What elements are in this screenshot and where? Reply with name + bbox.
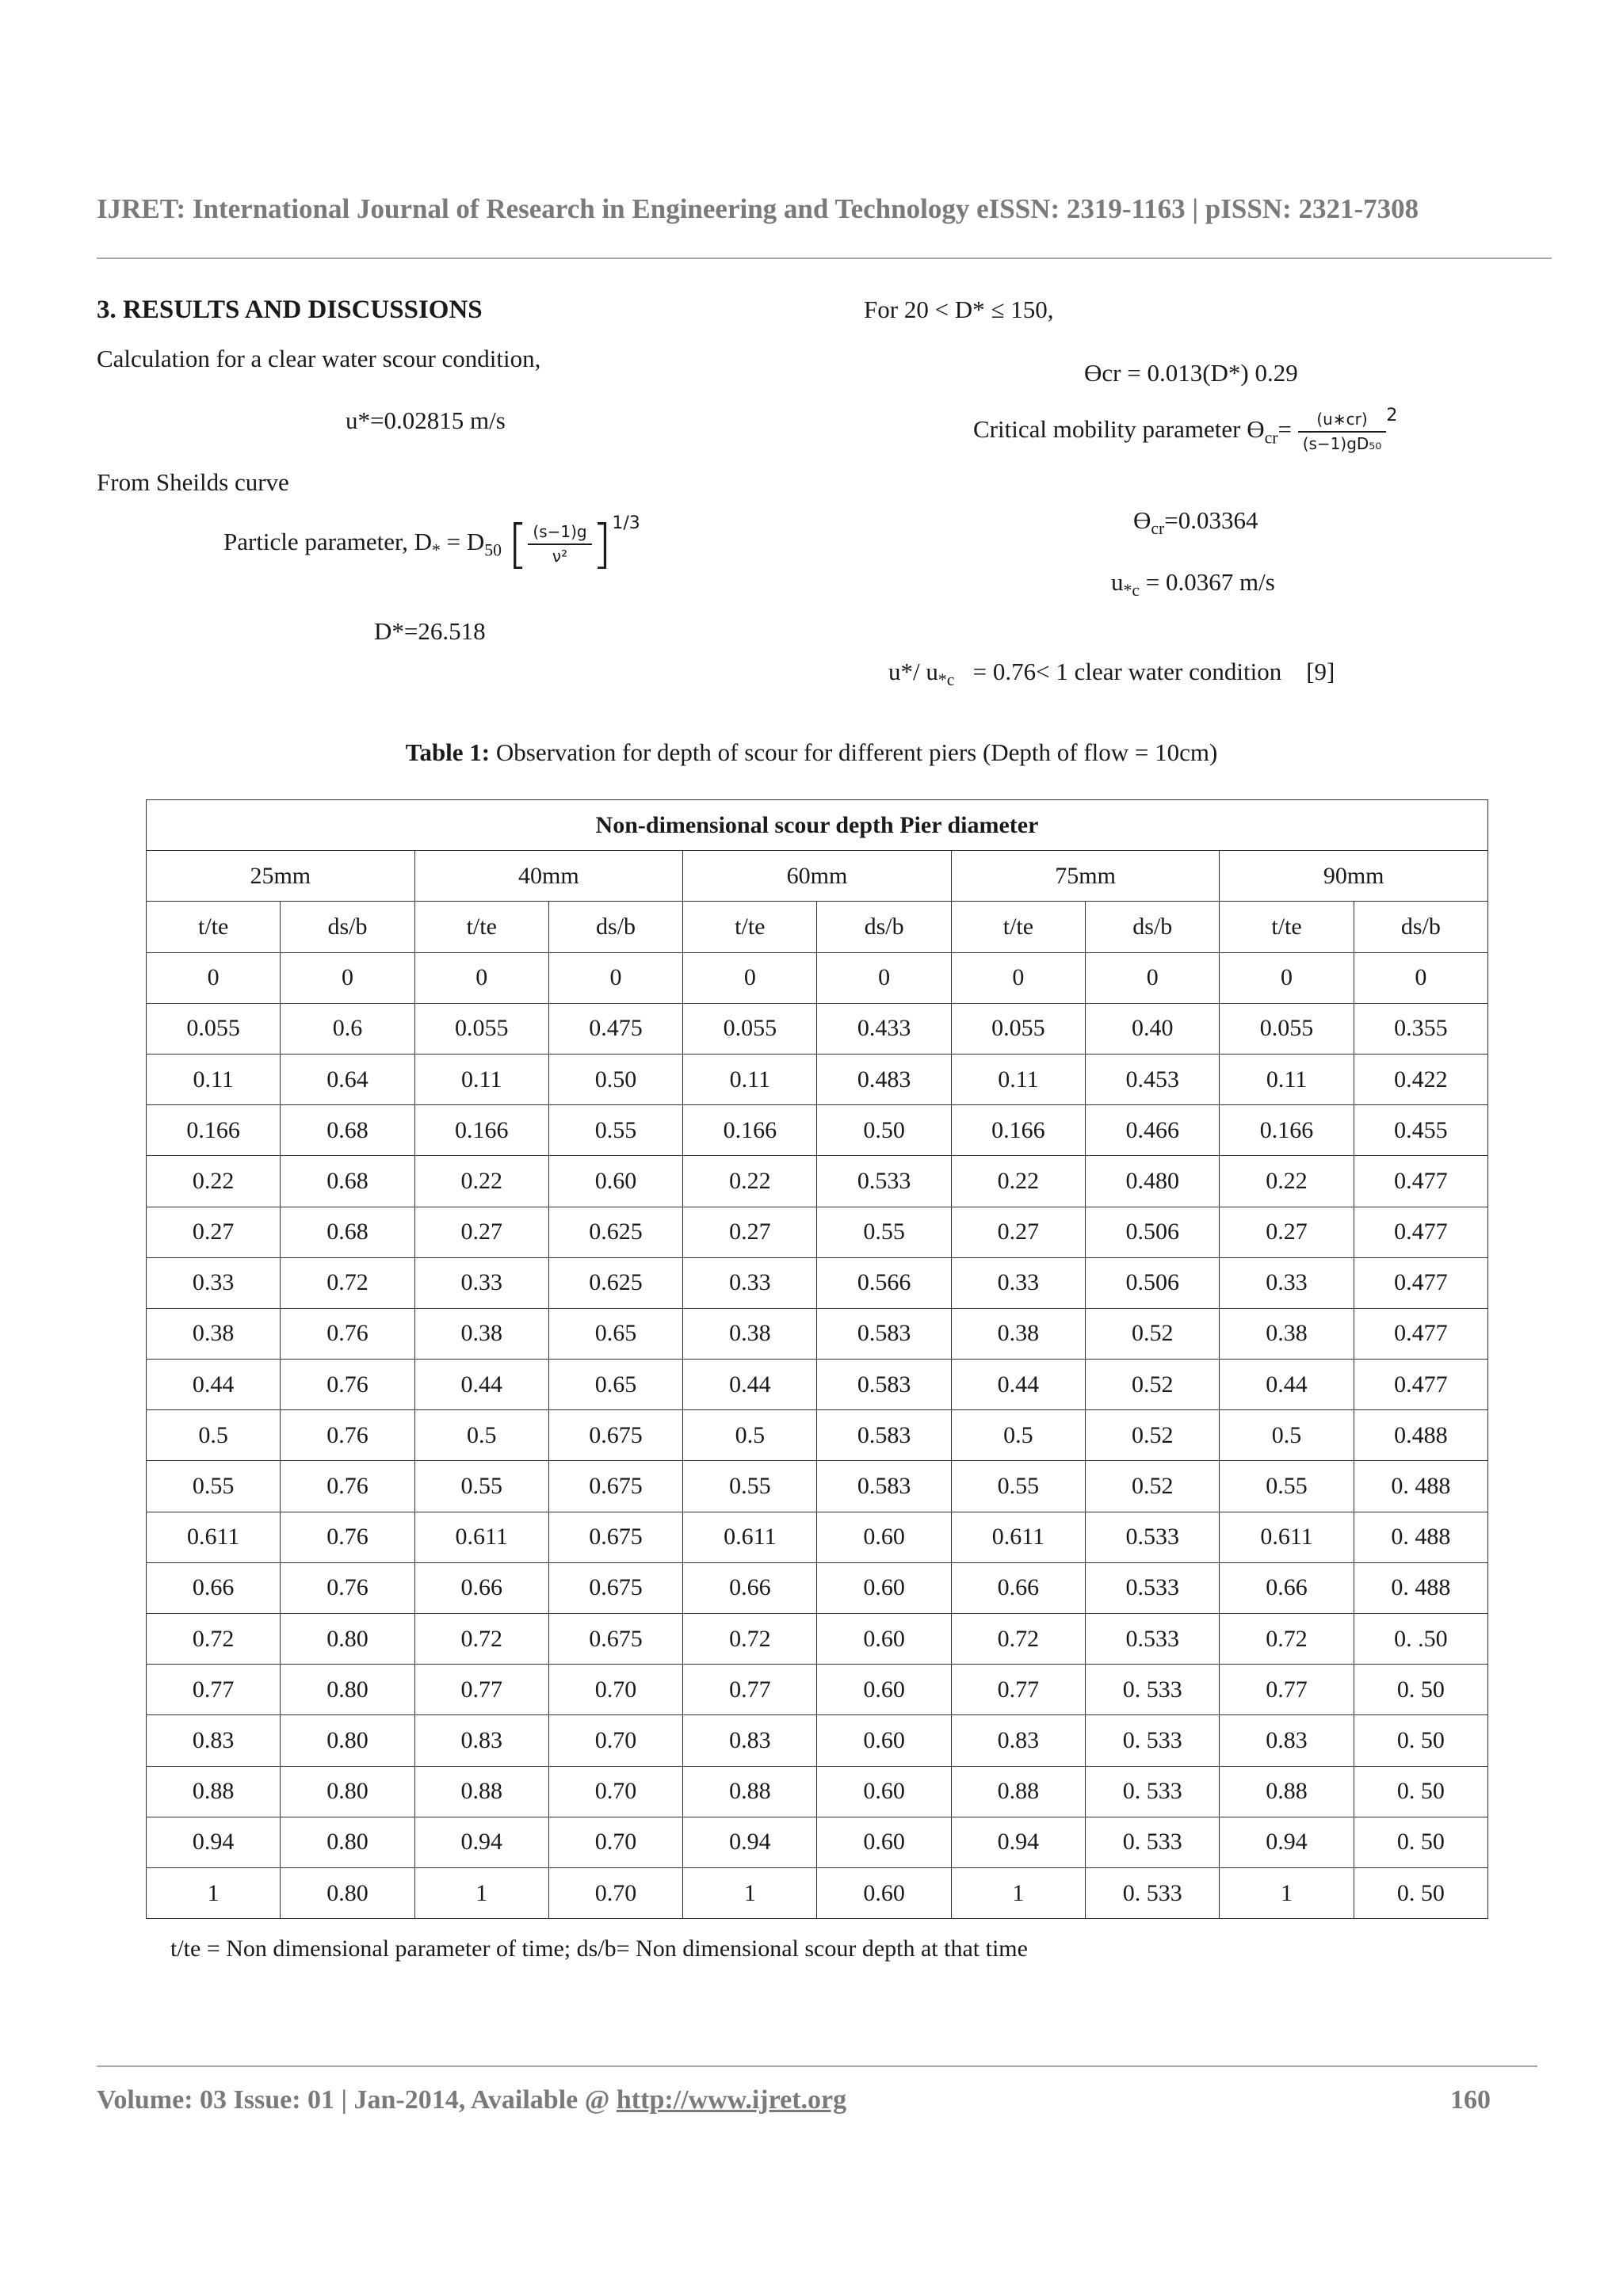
journal-header: IJRET: International Journal of Research in Engineering and Technology eISSN: 2319-1163 | pISSN: 2321-7308 [97, 193, 1419, 224]
table-cell: 0.44 [1220, 1360, 1354, 1410]
table-cell: 0.55 [683, 1461, 817, 1512]
footer-divider [97, 2065, 1537, 2067]
table-cell: 0.52 [1086, 1360, 1220, 1410]
table-row [147, 1461, 1488, 1512]
table-cell: 0.60 [817, 1715, 951, 1766]
particle-exponent: 1/3 [612, 513, 640, 533]
table-cell: 0.422 [1354, 1054, 1487, 1104]
table-cell: 0.50 [548, 1054, 682, 1104]
table-cell: 0.70 [548, 1715, 682, 1766]
scour-depth-table [146, 799, 1488, 1919]
table-cell: 0. 50 [1354, 1766, 1487, 1817]
table-cell: 0.433 [817, 1003, 951, 1054]
table-cell: 0.33 [951, 1257, 1085, 1308]
table-cell: 0.675 [548, 1562, 682, 1613]
table-cell: 0.76 [281, 1461, 414, 1512]
table-row [147, 1360, 1488, 1410]
table-cell: 0.166 [951, 1105, 1085, 1156]
table-cell: 0.72 [414, 1614, 548, 1665]
table-cell: 0.475 [548, 1003, 682, 1054]
table-cell: 0.94 [1220, 1817, 1354, 1867]
ratio-text: = 0.76< 1 clear water condition [9] [954, 658, 1335, 686]
column-subheader: t/te [951, 902, 1085, 952]
table-cell: 0.40 [1086, 1003, 1220, 1054]
table-cell: 0.166 [414, 1105, 548, 1156]
table-cell: 0.60 [817, 1614, 951, 1665]
table-cell: 0.65 [548, 1308, 682, 1359]
table-cell: 0.477 [1354, 1156, 1487, 1207]
table-cell: 0.83 [951, 1715, 1085, 1766]
ratio-symbol: u*/ u [888, 658, 938, 686]
table-row [147, 1715, 1488, 1766]
table-cell: 0.583 [817, 1360, 951, 1410]
table-cell: 0.33 [683, 1257, 817, 1308]
table-cell: 0.488 [1354, 1410, 1487, 1461]
diameter-header: 40mm [414, 851, 683, 902]
table-cell: 0.611 [951, 1512, 1085, 1562]
table-cell: 0.5 [414, 1410, 548, 1461]
table-row [147, 1817, 1488, 1867]
table-cell: 0.83 [147, 1715, 281, 1766]
table-cell: 0.70 [548, 1867, 682, 1918]
journal-link[interactable]: http://www.ijret.org [616, 2085, 847, 2115]
table-cell: 0.11 [951, 1054, 1085, 1104]
table-cell: 0.055 [414, 1003, 548, 1054]
theta-equation: Ɵcr = 0.013(D*) 0.29 [1084, 359, 1298, 387]
table-cell: 0. 533 [1086, 1817, 1220, 1867]
ustar-equation: u*=0.02815 m/s [346, 406, 506, 434]
footer-volume: Volume: 03 Issue: 01 | Jan-2014, Available @ [97, 2085, 617, 2115]
table-cell: 1 [951, 1867, 1085, 1918]
table-cell: 0.60 [817, 1817, 951, 1867]
table-cell: 0.66 [683, 1562, 817, 1613]
particle-sub: 50 [484, 540, 502, 560]
table-cell: 0.94 [683, 1817, 817, 1867]
table-cell: 0.355 [1354, 1003, 1487, 1054]
table-cell: 0.38 [1220, 1308, 1354, 1359]
table-cell: 1 [414, 1867, 548, 1918]
table-row [147, 1512, 1488, 1562]
table-cell: 0.675 [548, 1461, 682, 1512]
table-cell: 0.52 [1086, 1308, 1220, 1359]
table-cell: 0.22 [414, 1156, 548, 1207]
column-subheader: ds/b [1086, 902, 1220, 952]
table-caption-label: Table 1: [405, 738, 491, 766]
table-cell: 0.483 [817, 1054, 951, 1104]
table-cell: 0.77 [951, 1665, 1085, 1715]
table-cell: 0.60 [817, 1766, 951, 1817]
dstar-value: D*=26.518 [374, 617, 486, 645]
table-cell: 0.72 [281, 1257, 414, 1308]
table-cell: 0.88 [414, 1766, 548, 1817]
footer-info [97, 2085, 846, 2115]
table-cell: 0. 50 [1354, 1817, 1487, 1867]
table-cell: 0.66 [1220, 1562, 1354, 1613]
mobility-numerator: (u∗cr) [1298, 410, 1387, 433]
table-cell: 0.27 [951, 1207, 1085, 1257]
table-cell: 0.477 [1354, 1207, 1487, 1257]
table-cell: 0.455 [1354, 1105, 1487, 1156]
table-cell: 0 [281, 952, 414, 1003]
table-cell: 0.94 [414, 1817, 548, 1867]
table-cell: 0.52 [1086, 1410, 1220, 1461]
uc-number: = 0.0367 m/s [1139, 568, 1275, 596]
table-cell: 0.76 [281, 1308, 414, 1359]
table-cell: 0.33 [414, 1257, 548, 1308]
table-cell: 0.60 [817, 1867, 951, 1918]
table-body [147, 952, 1488, 1919]
table-cell: 0.88 [147, 1766, 281, 1817]
table-cell: 0.5 [147, 1410, 281, 1461]
table-cell: 0. 488 [1354, 1562, 1487, 1613]
table-cell: 0.466 [1086, 1105, 1220, 1156]
table-cell: 0.44 [683, 1360, 817, 1410]
table-cell: 0.60 [817, 1665, 951, 1715]
table-cell: 0.80 [281, 1817, 414, 1867]
table-cell: 0.625 [548, 1257, 682, 1308]
table-cell: 0.566 [817, 1257, 951, 1308]
table-cell: 0.77 [147, 1665, 281, 1715]
table-cell: 0.166 [683, 1105, 817, 1156]
table-cell: 0.66 [951, 1562, 1085, 1613]
table-cell: 1 [147, 1867, 281, 1918]
table-cell: 0.55 [817, 1207, 951, 1257]
table-cell: 0. 533 [1086, 1766, 1220, 1817]
table-cell: 0.11 [414, 1054, 548, 1104]
table-cell: 0 [414, 952, 548, 1003]
table-cell: 0. 488 [1354, 1461, 1487, 1512]
table-cell: 0.72 [951, 1614, 1085, 1665]
table-cell: 0.52 [1086, 1461, 1220, 1512]
page-number: 160 [1450, 2085, 1491, 2115]
table-cell: 0.60 [548, 1156, 682, 1207]
right-bracket: ] [591, 513, 613, 574]
table-cell: 0.76 [281, 1512, 414, 1562]
range-text: For 20 < D* ≤ 150, [864, 296, 1054, 323]
table-cell: 0.27 [414, 1207, 548, 1257]
table-row [147, 952, 1488, 1003]
table-cell: 0.64 [281, 1054, 414, 1104]
table-cell: 0.83 [414, 1715, 548, 1766]
table-cell: 0.80 [281, 1665, 414, 1715]
table-cell: 0.44 [951, 1360, 1085, 1410]
table-cell: 0.611 [147, 1512, 281, 1562]
table-cell: 0.68 [281, 1207, 414, 1257]
table-cell: 0 [951, 952, 1085, 1003]
table-cell: 0.60 [817, 1512, 951, 1562]
table-cell: 0.44 [414, 1360, 548, 1410]
table-cell: 0.11 [147, 1054, 281, 1104]
particle-label: Particle parameter, D [223, 528, 432, 556]
table-cell: 0.611 [414, 1512, 548, 1562]
table-cell: 0.055 [951, 1003, 1085, 1054]
table-caption [0, 738, 1623, 767]
particle-numerator: (s−1)g [528, 523, 591, 545]
table-cell: 0.533 [1086, 1512, 1220, 1562]
section-heading: 3. RESULTS AND DISCUSSIONS [97, 296, 483, 324]
diameter-header: 60mm [683, 851, 952, 902]
table-cell: 0.88 [1220, 1766, 1354, 1817]
uc-symbol: u [1111, 568, 1124, 596]
mobility-exponent: 2 [1386, 406, 1398, 425]
table-cell: 0.55 [414, 1461, 548, 1512]
diameter-header: 90mm [1220, 851, 1488, 902]
table-cell: 0.88 [683, 1766, 817, 1817]
mobility-eq: = [1277, 415, 1292, 444]
table-cell: 0.38 [951, 1308, 1085, 1359]
table-cell: 0.68 [281, 1105, 414, 1156]
column-subheader: t/te [1220, 902, 1354, 952]
table-cell: 0.22 [683, 1156, 817, 1207]
table-cell: 1 [1220, 1867, 1354, 1918]
table-title: Non-dimensional scour depth Pier diameter [147, 800, 1488, 851]
table-cell: 0.055 [1220, 1003, 1354, 1054]
table-cell: 0 [147, 952, 281, 1003]
table-cell: 0.38 [147, 1308, 281, 1359]
diameter-row [147, 851, 1488, 902]
column-subheader: t/te [414, 902, 548, 952]
table-cell: 0.44 [147, 1360, 281, 1410]
table-cell: 0.27 [147, 1207, 281, 1257]
table-footnote: t/te = Non dimensional parameter of time; ds/b= Non dimensional scour depth at that time [170, 1936, 1028, 1962]
table-cell: 0 [1354, 952, 1487, 1003]
table-cell: 0.50 [817, 1105, 951, 1156]
table-caption-text: Observation for depth of scour for different piers (Depth of flow = 10cm) [490, 738, 1218, 766]
table-cell: 0.77 [1220, 1665, 1354, 1715]
table-cell: 0 [817, 952, 951, 1003]
table-cell: 0.72 [1220, 1614, 1354, 1665]
table-cell: 0.11 [683, 1054, 817, 1104]
particle-parameter-equation [223, 513, 640, 574]
table-cell: 0.83 [1220, 1715, 1354, 1766]
table-row [147, 1766, 1488, 1817]
table-cell: 0.5 [951, 1410, 1085, 1461]
table-cell: 0.88 [951, 1766, 1085, 1817]
table-cell: 0.675 [548, 1410, 682, 1461]
table-row [147, 1867, 1488, 1918]
table-cell: 0.27 [683, 1207, 817, 1257]
table-cell: 0.33 [1220, 1257, 1354, 1308]
table-cell: 0.22 [951, 1156, 1085, 1207]
table-cell: 0.5 [1220, 1410, 1354, 1461]
table-cell: 0.055 [147, 1003, 281, 1054]
particle-eq: = D [440, 528, 485, 556]
table-cell: 0.70 [548, 1665, 682, 1715]
mobility-denominator: (s−1)gD₅₀ [1302, 434, 1382, 453]
theta-number: =0.03364 [1164, 506, 1258, 534]
table-cell: 0 [683, 952, 817, 1003]
table-cell: 0. .50 [1354, 1614, 1487, 1665]
table-cell: 0.55 [951, 1461, 1085, 1512]
table-cell: 0.055 [683, 1003, 817, 1054]
theta-symbol: Ɵ [1133, 506, 1151, 534]
table-cell: 0.27 [1220, 1207, 1354, 1257]
table-title-row [147, 800, 1488, 851]
mobility-equation [973, 406, 1398, 453]
table-cell: 0.76 [281, 1410, 414, 1461]
table-cell: 0.166 [1220, 1105, 1354, 1156]
intro-text: Calculation for a clear water scour condition, [97, 345, 541, 372]
table-row [147, 1614, 1488, 1665]
table-row [147, 1003, 1488, 1054]
mobility-sub: cr [1264, 428, 1278, 448]
ratio-statement [864, 627, 1335, 720]
table-row [147, 1105, 1488, 1156]
table-cell: 0.38 [414, 1308, 548, 1359]
table-row [147, 1207, 1488, 1257]
table-cell: 0.76 [281, 1562, 414, 1613]
table-cell: 0.22 [1220, 1156, 1354, 1207]
table-cell: 0.70 [548, 1817, 682, 1867]
column-subheader: ds/b [817, 902, 951, 952]
table-cell: 0. 50 [1354, 1715, 1487, 1766]
table-cell: 0.76 [281, 1360, 414, 1410]
column-subheader: ds/b [281, 902, 414, 952]
table-cell: 0.583 [817, 1308, 951, 1359]
table-cell: 0.60 [817, 1562, 951, 1613]
ratio-sub: *c [938, 670, 955, 690]
table-cell: 0.94 [147, 1817, 281, 1867]
column-subheader: ds/b [1354, 902, 1487, 952]
table-cell: 0.611 [1220, 1512, 1354, 1562]
table-cell: 0.675 [548, 1614, 682, 1665]
table-cell: 0.166 [147, 1105, 281, 1156]
table-cell: 0.66 [414, 1562, 548, 1613]
table-cell: 0.533 [1086, 1562, 1220, 1613]
table-cell: 0.55 [147, 1461, 281, 1512]
table-cell: 0.506 [1086, 1207, 1220, 1257]
left-bracket: [ [507, 513, 529, 574]
table-cell: 0 [1086, 952, 1220, 1003]
table-cell: 0.66 [147, 1562, 281, 1613]
table-row [147, 1054, 1488, 1104]
table-cell: 0.611 [683, 1512, 817, 1562]
sheilds-text: From Sheilds curve [97, 468, 289, 496]
table-cell: 0. 50 [1354, 1665, 1487, 1715]
column-subheader: ds/b [548, 902, 682, 952]
subheader-row [147, 902, 1488, 952]
table-cell: 0.477 [1354, 1308, 1487, 1359]
table-cell: 0. 533 [1086, 1715, 1220, 1766]
table-cell: 0. 533 [1086, 1665, 1220, 1715]
table-row [147, 1156, 1488, 1207]
table-cell: 0.11 [1220, 1054, 1354, 1104]
table-row [147, 1410, 1488, 1461]
table-cell: 0.453 [1086, 1054, 1220, 1104]
table-cell: 0.77 [683, 1665, 817, 1715]
mobility-fraction [1298, 410, 1387, 453]
table-cell: 0.5 [683, 1410, 817, 1461]
table-cell: 0.22 [147, 1156, 281, 1207]
table-row [147, 1665, 1488, 1715]
table-cell: 0.80 [281, 1614, 414, 1665]
table-cell: 0.477 [1354, 1360, 1487, 1410]
diameter-header: 75mm [951, 851, 1220, 902]
column-subheader: t/te [683, 902, 817, 952]
particle-fraction [528, 523, 591, 566]
table-cell: 0.68 [281, 1156, 414, 1207]
diameter-header: 25mm [147, 851, 415, 902]
particle-denominator: ν² [552, 547, 568, 566]
table-cell: 0.80 [281, 1867, 414, 1918]
table-cell: 1 [683, 1867, 817, 1918]
theta-value [1133, 505, 1258, 539]
mobility-label: Critical mobility parameter Ɵ [973, 415, 1265, 444]
column-subheader: t/te [147, 902, 281, 952]
table-cell: 0.583 [817, 1410, 951, 1461]
table-cell: 0. 533 [1086, 1867, 1220, 1918]
table-row [147, 1562, 1488, 1613]
table-cell: 0.583 [817, 1461, 951, 1512]
table-cell: 0.72 [683, 1614, 817, 1665]
uc-sub: *c [1123, 581, 1140, 601]
table-cell: 0.77 [414, 1665, 548, 1715]
table-cell: 0.33 [147, 1257, 281, 1308]
table-cell: 0.675 [548, 1512, 682, 1562]
table-cell: 0.65 [548, 1360, 682, 1410]
header-divider [97, 257, 1552, 259]
table-cell: 0.6 [281, 1003, 414, 1054]
table-row [147, 1257, 1488, 1308]
table-cell: 0.72 [147, 1614, 281, 1665]
table-cell: 0.533 [817, 1156, 951, 1207]
table-cell: 0.38 [683, 1308, 817, 1359]
table-cell: 0.477 [1354, 1257, 1487, 1308]
table-cell: 0.83 [683, 1715, 817, 1766]
table-cell: 0. 488 [1354, 1512, 1487, 1562]
table-cell: 0 [1220, 952, 1354, 1003]
table-cell: 0.80 [281, 1715, 414, 1766]
table-cell: 0.625 [548, 1207, 682, 1257]
uc-value [1111, 567, 1275, 601]
table-cell: 0.80 [281, 1766, 414, 1817]
table-cell: 0 [548, 952, 682, 1003]
table-cell: 0.94 [951, 1817, 1085, 1867]
table-cell: 0.55 [1220, 1461, 1354, 1512]
table-cell: 0.480 [1086, 1156, 1220, 1207]
table-cell: 0.55 [548, 1105, 682, 1156]
table-cell: 0.70 [548, 1766, 682, 1817]
theta-sub: cr [1151, 519, 1165, 539]
particle-star: * [432, 540, 441, 560]
table-cell: 0. 50 [1354, 1867, 1487, 1918]
table-cell: 0.506 [1086, 1257, 1220, 1308]
table-row [147, 1308, 1488, 1359]
table-cell: 0.533 [1086, 1614, 1220, 1665]
